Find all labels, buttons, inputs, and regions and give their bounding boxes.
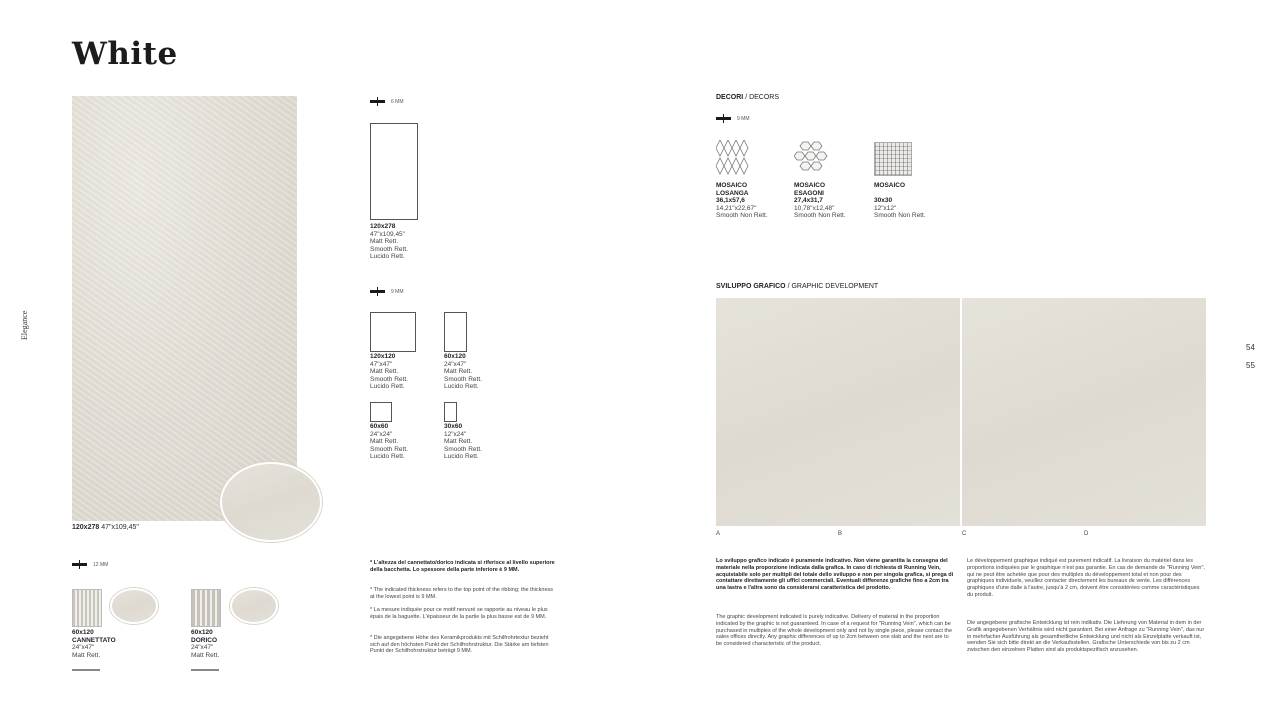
dorico-zoom-circle: [230, 588, 278, 624]
decor-mosaico-spec: [874, 182, 926, 220]
format-size: 60x120: [444, 353, 466, 360]
format-120x120-spec: [370, 353, 408, 391]
cannettato-name: CANNETTATO: [72, 636, 116, 644]
format-120x278-spec: [370, 223, 408, 261]
thickness-12mm: [72, 560, 108, 569]
main-slab-image: [72, 96, 297, 521]
thickness-9mm-label: 9 MM: [391, 288, 404, 295]
decor-name: MOSAICO: [874, 182, 906, 189]
thickness-9mm-decor-label: 9 MM: [737, 115, 750, 122]
mosaic-grid-icon: [874, 142, 912, 176]
decor-size: 36,1x57,6: [716, 197, 745, 204]
thickness-6mm: [370, 97, 404, 106]
decor-finish: Smooth Non Rett.: [874, 212, 926, 219]
development-text-fr: Le développement graphique indiqué est purement indicatif. La livraison du matériel dans les proportions indiquées par le graphique n'est pas garantie. En cas de demande de "Running Vein", qui ne peut être achetée que pour des multiples du développement total et non pour des graphiques individuels, veuillez contacter directement les bureaux de vente. Les différences graphiques d'une dalle à l'autre, jusqu'à 2 cm, doivent être considérées comme caractéristiques du produit.: [967, 558, 1205, 598]
decor-esagoni-spec: [794, 182, 846, 220]
note-fr-text: La mesure indiquée pour ce motif nervuré se rapporte au niveau le plus épais de la baguette. L'épaisseur de la partie la plus basse est de 9 MM.: [370, 607, 548, 620]
cannettato-spec: [72, 629, 116, 659]
decor-name: LOSANGA: [716, 189, 749, 197]
decor-size: 30x30: [874, 197, 893, 204]
format-finish: Matt Rett.: [370, 238, 399, 245]
development-label-b: B: [838, 531, 843, 537]
development-text-de: Die angegebene grafische Entwicklung ist rein indikativ. Die Lieferung von Material in dem in der Grafik angegebenen Verhältnis wird nicht garantiert. Bei einer Anfrage zu "Running Vein", das nur in mehrfacher Ausführung als gesamtheitliche Entwicklung und nicht als Einzelplatte verkauft ist, wenden Sie sich bitte direkt an die Verkaufsstellen. Grafische Unterschiede von bis zu 2 cm zwischen den einzelnen Platten sind als produktspezifisch anzusehen.: [967, 620, 1205, 654]
decor-name: MOSAICO: [716, 182, 748, 189]
main-slab-inch: 47"x109,45": [101, 524, 139, 531]
format-inch: 24"x24": [370, 430, 393, 438]
page-title: White: [72, 36, 178, 72]
cannettato-finish: Matt Rett.: [72, 651, 101, 659]
format-60x120-spec: [444, 353, 482, 391]
development-text-en: The graphic development indicated is purely indicative. Delivery of material in the proportion indicated by the graphic is not guaranteed. In case of a request for "Running Vein", which can be purchased in multiples of the whole development only and not by single piece, please contact the sales offices directly. Any graphic differences of up to 2cm between one slab and the next are to be considered characteristic of the product.: [716, 614, 953, 648]
decor-inch: 10,78"x12,48": [794, 204, 835, 212]
decor-inch: 12"x12": [874, 204, 897, 212]
format-finish: Matt Rett.: [444, 368, 473, 375]
note-de: * Die angegebene Höhe des Keramikprodukts mit Schilfrohrtextur bezieht sich auf den höchsten Punkt der Schilfrohrstruktur. Die Stärke am tiefsten Punkt der Schilfrohrstruktur beträgt 9 MM.: [370, 635, 549, 654]
format-size: 60x60: [370, 423, 389, 430]
collection-side-label: Elegance: [20, 310, 29, 340]
format-finish: Lucido Rett.: [370, 453, 405, 460]
thickness-6mm-label: 6 MM: [391, 98, 404, 105]
dorico-size: 60x120: [191, 629, 213, 636]
format-inch: 24"x47": [444, 360, 467, 368]
development-heading: [716, 283, 878, 290]
page-number-right: 55: [1246, 361, 1255, 370]
decor-losanga-spec: [716, 182, 768, 220]
format-30x60-spec: [444, 423, 482, 461]
cannettato-zoom-circle: [110, 588, 158, 624]
decor-inch: 14,21"x22,67": [716, 204, 757, 212]
format-finish: Lucido Rett.: [444, 383, 479, 390]
format-60x60-box: [370, 402, 392, 422]
format-finish: Matt Rett.: [444, 438, 473, 445]
thickness-icon: [72, 560, 87, 569]
note-fr: * La mesure indiquée pour ce motif nervuré se rapporte au niveau le plus épais de la baguette. L'épaisseur de la partie la plus basse est de 9 MM.: [370, 607, 548, 620]
divider-bar: [72, 669, 100, 671]
texture-zoom-circle: [220, 462, 322, 542]
development-label-a: A: [716, 531, 721, 537]
format-inch: 12"x24": [444, 430, 467, 438]
format-finish: Smooth Rett.: [370, 375, 408, 383]
format-finish: Lucido Rett.: [370, 383, 405, 390]
decors-heading: [716, 94, 779, 101]
development-slab-2: [962, 298, 1206, 526]
thickness-9mm-decor: [716, 114, 750, 123]
format-finish: Smooth Rett.: [370, 445, 408, 453]
format-finish: Smooth Rett.: [444, 445, 482, 453]
note-de-text: Die angegebene Höhe des Keramikprodukts mit Schilfrohrtextur bezieht sich auf den höchsten Punkt der Schilfrohrstruktur. Die Stärke am tiefsten Punkt der Schilfrohrstruktur beträgt 9 MM.: [370, 635, 549, 654]
cannettato-inch: 24"x47": [72, 644, 95, 651]
format-size: 30x60: [444, 423, 463, 430]
decor-name: MOSAICO: [794, 182, 826, 189]
note-en: * The indicated thickness refers to the top point of the ribbing; the thickness at the lowest point is 9 MM.: [370, 587, 554, 600]
format-finish: Smooth Rett.: [370, 245, 408, 253]
thickness-icon: [370, 287, 385, 296]
format-inch: 47"x47": [370, 360, 393, 368]
note-en-text: The indicated thickness refers to the top point of the ribbing; the thickness at the lowest point is 9 MM.: [370, 587, 554, 600]
development-heading-it: SVILUPPO GRAFICO: [716, 283, 786, 290]
losanga-pattern-icon: [716, 140, 752, 176]
development-text-it-body: Lo sviluppo grafico indicato è puramente indicativo. Non viene garantita la consegna del materiale nella proporzione indicata dalla grafica. In caso di richiesta di Running Vein, acquistabile solo per multipli del totale dello sviluppo e non per singola grafica, si prega di contattare direttamente gli uffici commerciali. Eventuali differenze grafiche fino a 2cm tra una lastra e l'altra sono da considerarsi caratteristica del prodotto.: [716, 558, 954, 592]
thickness-12mm-label: 12 MM: [93, 561, 109, 568]
divider-bar: [191, 669, 219, 671]
format-size: 120x120: [370, 353, 396, 360]
format-120x278-box: [370, 123, 418, 220]
hexagon-pattern-icon: [794, 140, 830, 176]
decor-size: 27,4x31,7: [794, 197, 823, 204]
page-number-left: 54: [1246, 343, 1255, 352]
thickness-icon: [370, 97, 385, 106]
cannettato-swatch: [72, 589, 102, 627]
decor-name: [874, 190, 926, 198]
format-finish: Lucido Rett.: [444, 453, 479, 460]
format-30x60-box: [444, 402, 457, 422]
dorico-finish: Matt Rett.: [191, 651, 220, 659]
format-120x120-box: [370, 312, 416, 352]
format-finish: Matt Rett.: [370, 368, 399, 375]
decor-name: ESAGONI: [794, 189, 824, 197]
format-60x60-spec: [370, 423, 408, 461]
format-inch: 47"x109,45": [370, 230, 405, 238]
format-finish: Lucido Rett.: [370, 253, 405, 260]
format-finish: Smooth Rett.: [444, 375, 482, 383]
decor-finish: Smooth Non Rett.: [794, 212, 846, 219]
note-it-text: L'altezza del cannettato/dorico indicata si riferisce al livello superiore della bacchetta. Lo spessore della parte inferiore è 9 MM.: [370, 560, 555, 573]
dorico-name: DORICO: [191, 636, 217, 644]
thickness-icon: [716, 114, 731, 123]
development-text-it: [716, 558, 954, 592]
cannettato-size: 60x120: [72, 629, 94, 636]
development-label-d: D: [1084, 531, 1089, 537]
decor-finish: Smooth Non Rett.: [716, 212, 768, 219]
dorico-swatch: [191, 589, 221, 627]
decors-heading-it: DECORI: [716, 94, 744, 101]
format-size: 120x278: [370, 223, 396, 230]
dorico-inch: 24"x47": [191, 644, 214, 651]
main-slab-caption: [72, 524, 139, 531]
format-finish: Matt Rett.: [370, 438, 399, 445]
format-60x120-box: [444, 312, 467, 352]
development-slab-1: [716, 298, 960, 526]
thickness-9mm: [370, 287, 404, 296]
decors-heading-en: / DECORS: [745, 94, 780, 101]
development-heading-en: / GRAPHIC DEVELOPMENT: [787, 283, 879, 290]
main-slab-size: 120x278: [72, 524, 100, 531]
development-label-c: C: [962, 531, 967, 537]
note-it: * L'altezza del cannettato/dorico indicata si riferisce al livello superiore della bacchetta. Lo spessore della parte inferiore è 9 MM.: [370, 560, 555, 573]
dorico-spec: [191, 629, 219, 659]
